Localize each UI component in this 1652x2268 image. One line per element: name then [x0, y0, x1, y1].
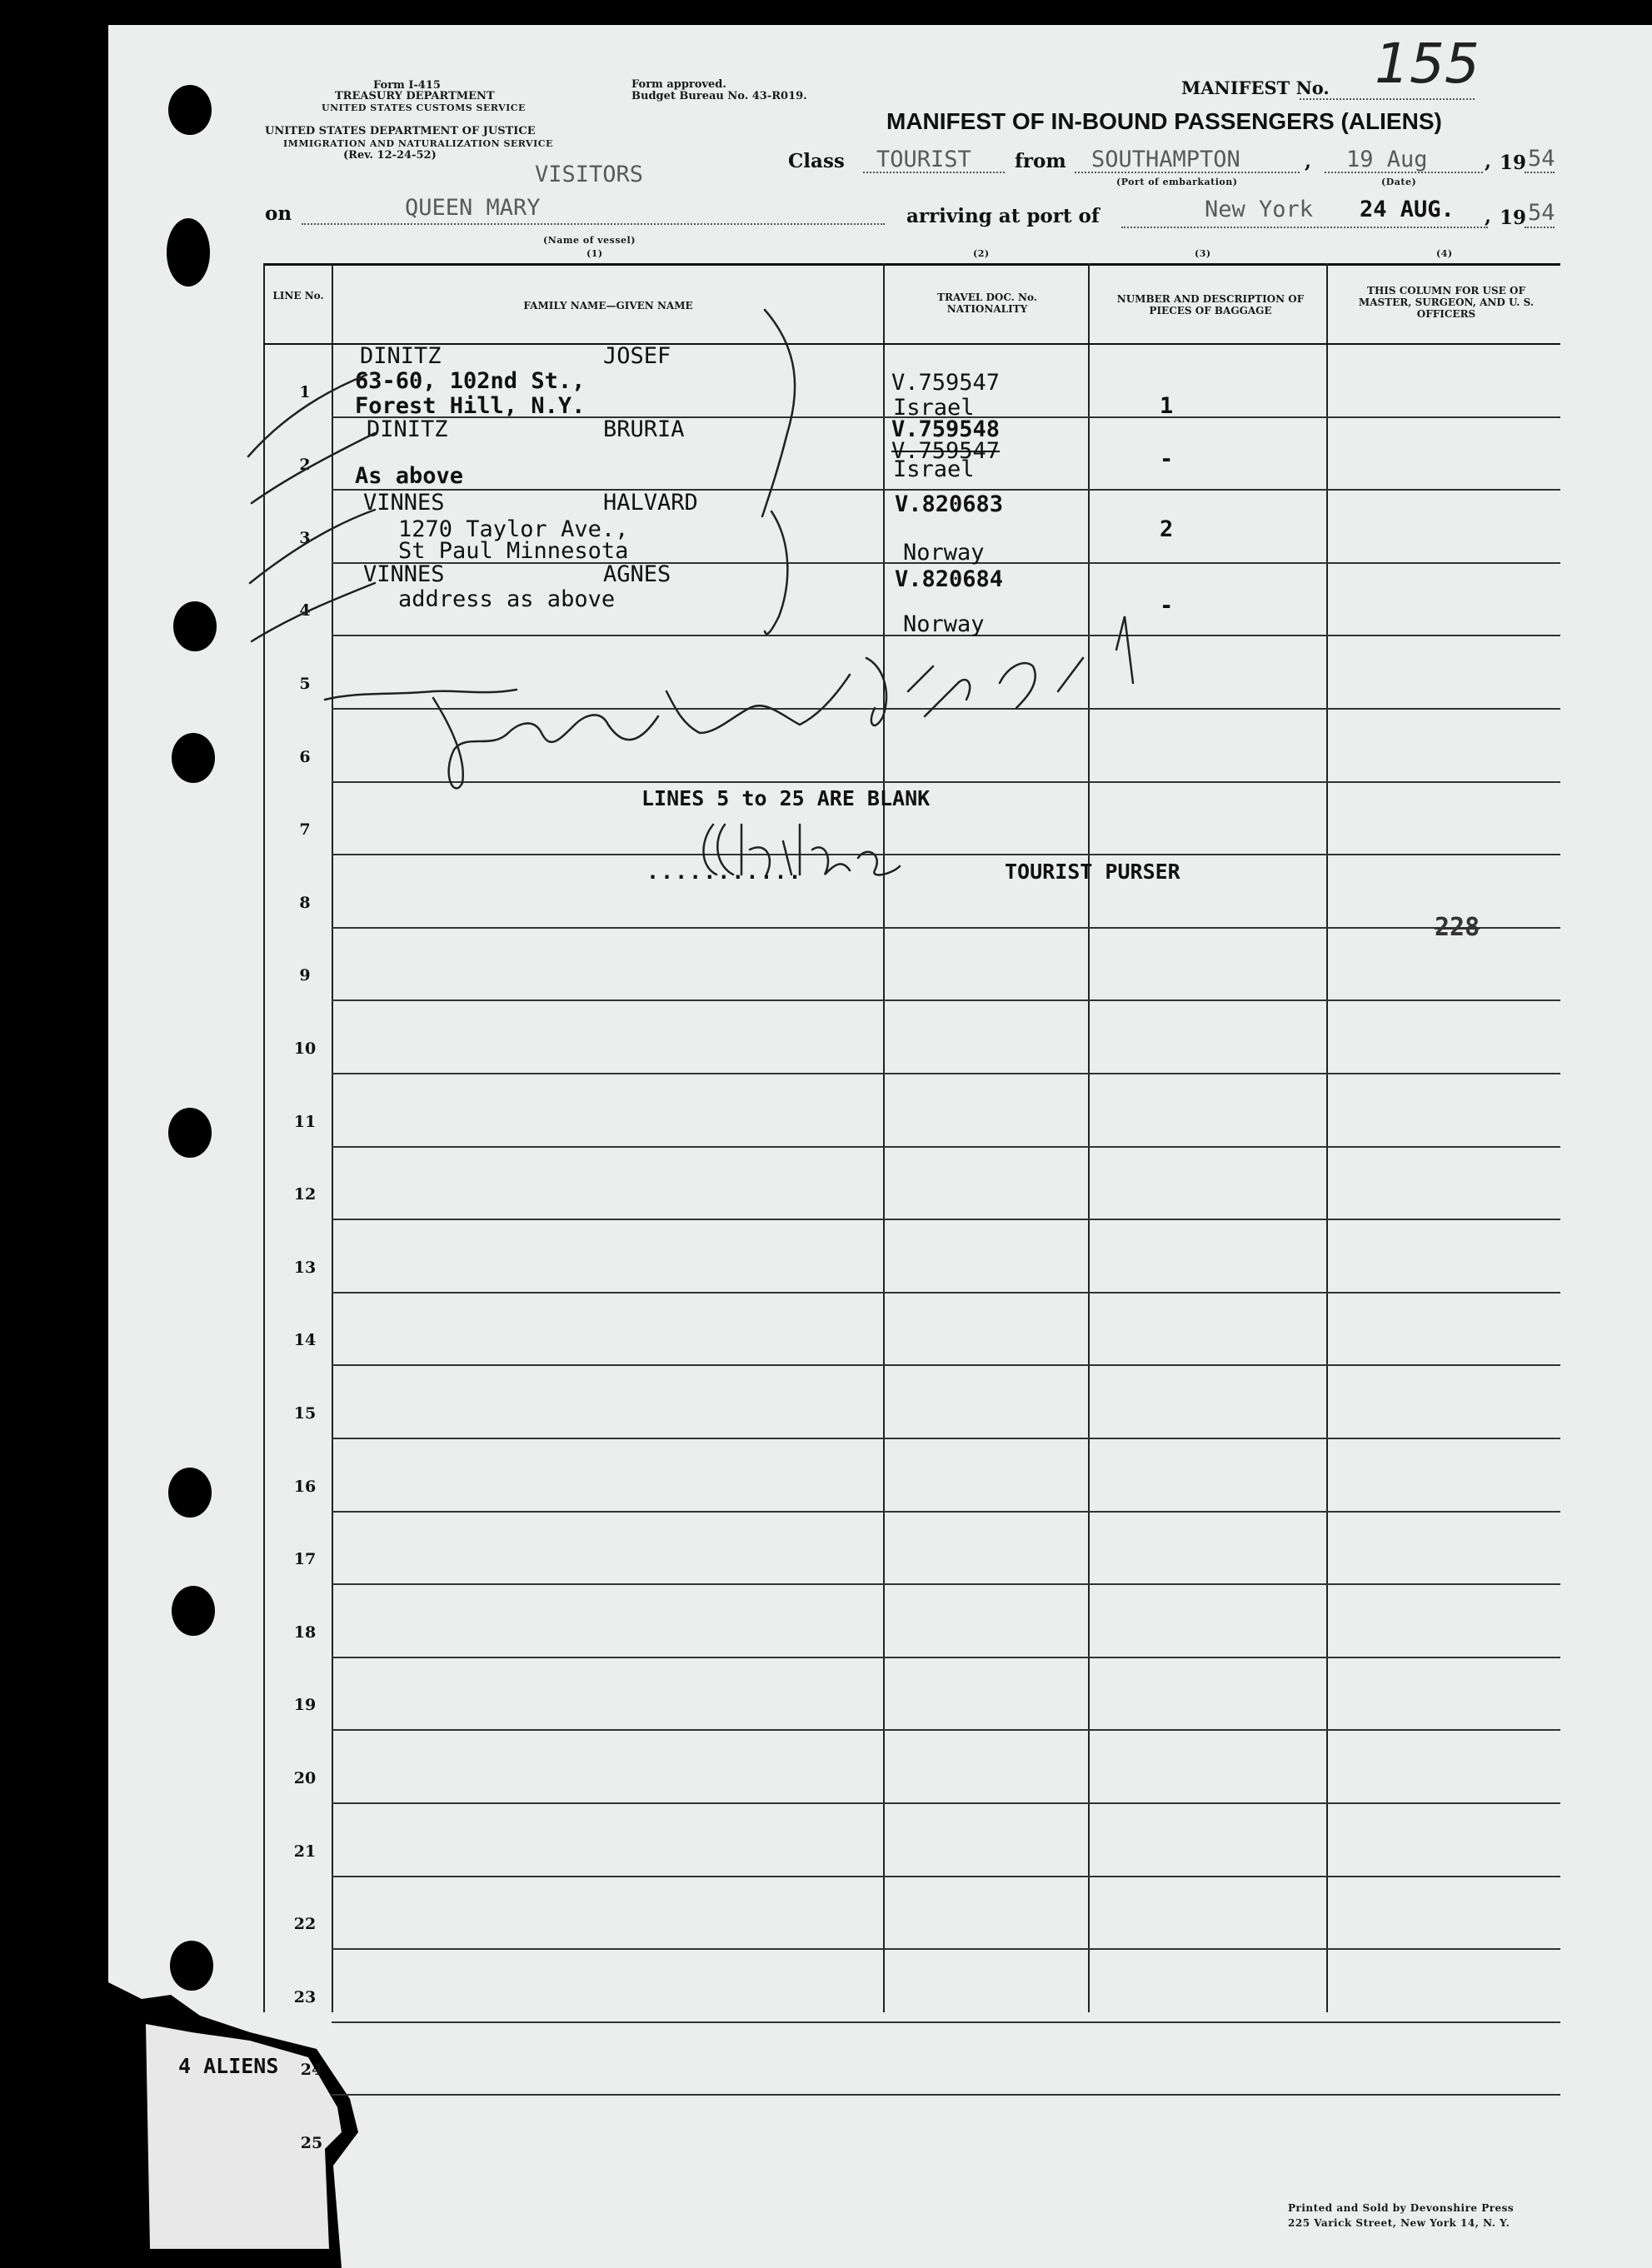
passenger-3-address: 1270 Taylor Ave.,	[398, 516, 629, 542]
line-number: 10	[293, 1039, 317, 1058]
row-line	[332, 489, 1560, 491]
class-label: Class	[788, 150, 845, 172]
ins-service: IMMIGRATION AND NATURALIZATION SERVICE	[283, 138, 553, 149]
arriving-label: arriving at port of	[906, 205, 1100, 227]
passenger-2-baggage: -	[1160, 446, 1174, 472]
line-number: 9	[299, 966, 311, 985]
row-line	[332, 1583, 1560, 1585]
vessel-label: (Name of vessel)	[543, 235, 636, 246]
row-line	[332, 999, 1560, 1001]
from-label: from	[1015, 150, 1066, 172]
line-number: 13	[293, 1258, 317, 1277]
row-line	[332, 781, 1560, 783]
passenger-3-address-2: St Paul Minnesota	[398, 538, 629, 564]
row-line	[332, 1364, 1560, 1366]
manifest-number: 155	[1375, 32, 1480, 96]
row-line	[332, 708, 1560, 710]
passenger-3-doc: V.820683	[895, 491, 1004, 517]
col1-number: (1)	[586, 248, 603, 259]
col3-number: (3)	[1195, 248, 1211, 259]
col-header-travel-doc: TRAVEL DOC. No. NATIONALITY	[937, 292, 1037, 315]
row-line	[332, 1438, 1560, 1439]
embarkation-label: (Port of embarkation)	[1116, 177, 1238, 187]
passenger-4-family: VINNES	[363, 561, 445, 587]
arrival-year-prefix: 19	[1500, 207, 1527, 229]
passenger-4-given: AGNES	[603, 561, 671, 587]
passenger-2-doc: V.759548	[891, 416, 1001, 442]
passenger-4-address: address as above	[398, 586, 616, 612]
visitors-stamp: VISITORS	[535, 162, 644, 187]
passenger-3-baggage: 2	[1160, 516, 1174, 542]
line-number: 6	[299, 747, 311, 766]
col-header-officers: THIS COLUMN FOR USE OF MASTER, SURGEON, AND U. S. OFFICERS	[1358, 285, 1535, 320]
row-line	[332, 1948, 1560, 1950]
passenger-1-doc: V.759547	[891, 370, 1001, 396]
printer-line-1: Printed and Sold by Devonshire Press	[1288, 2202, 1515, 2214]
line-number: 3	[299, 528, 311, 547]
treasury-dept: TREASURY DEPARTMENT	[335, 90, 495, 102]
row-line	[332, 1729, 1560, 1731]
col-header-name: FAMILY NAME—GIVEN NAME	[523, 300, 693, 312]
line-number: 25	[300, 2134, 323, 2152]
passenger-4-nationality: Norway	[903, 611, 985, 637]
line-number: 18	[293, 1622, 317, 1642]
passenger-2-nationality: Israel	[893, 456, 975, 482]
budget-bureau: Budget Bureau No. 43-R019.	[631, 90, 807, 102]
col-header-line-no: LINE No.	[272, 290, 324, 302]
purser-dots: ...........	[646, 860, 803, 884]
line-number: 5	[299, 675, 311, 693]
row-line	[332, 1292, 1560, 1294]
col-header-baggage: NUMBER AND DESCRIPTION OF PIECES OF BAGGAGE	[1116, 293, 1305, 317]
purser-title: TOURIST PURSER	[1005, 860, 1180, 884]
passenger-3-given: HALVARD	[603, 490, 698, 516]
row-line	[332, 2021, 1560, 2023]
line-number: 22	[293, 1915, 317, 1934]
line-number: 8	[299, 893, 311, 912]
passenger-2-family: DINITZ	[367, 416, 448, 442]
officer-mark: 228	[1435, 913, 1480, 942]
departure-date: 19 Aug	[1346, 147, 1428, 172]
from-value: SOUTHAMPTON	[1091, 147, 1240, 172]
line-number: 12	[293, 1185, 317, 1204]
year-suffix: 54	[1528, 146, 1555, 172]
col4-number: (4)	[1436, 248, 1453, 259]
row-line	[332, 1802, 1560, 1804]
line-number: 15	[293, 1404, 317, 1423]
passenger-2-given: BRURIA	[603, 416, 685, 442]
form-approved: Form approved.	[631, 78, 726, 91]
row-line	[332, 1876, 1560, 1877]
date-label: (Date)	[1381, 177, 1417, 187]
passenger-2-address: As above	[355, 463, 464, 489]
on-label: on	[265, 202, 292, 225]
row-line	[332, 927, 1560, 929]
line-number: 14	[293, 1331, 317, 1350]
passenger-2-doc-struck: V.759547	[891, 438, 1001, 464]
arrival-date: 24 AUG.	[1360, 197, 1455, 222]
line-number: 23	[293, 1987, 317, 2006]
line-number: 4	[299, 601, 311, 621]
customs-service: UNITED STATES CUSTOMS SERVICE	[322, 102, 526, 113]
form-number: Form I-415	[373, 79, 441, 92]
year-prefix: 19	[1500, 152, 1527, 174]
justice-dept: UNITED STATES DEPARTMENT OF JUSTICE	[265, 125, 536, 137]
passenger-1-address-2: Forest Hill, N.Y.	[355, 393, 586, 419]
line-number: 17	[293, 1550, 317, 1569]
row-line	[332, 1146, 1560, 1148]
row-line	[332, 854, 1560, 855]
line-number: 24	[300, 2061, 323, 2080]
row-line	[332, 1511, 1560, 1513]
manifest-title: MANIFEST OF IN-BOUND PASSENGERS (ALIENS)	[886, 108, 1442, 134]
revision-date: (Rev. 12-24-52)	[343, 149, 437, 162]
passenger-3-nationality: Norway	[903, 540, 985, 566]
row-line	[332, 1657, 1560, 1658]
class-value: TOURIST	[876, 147, 971, 172]
line-number: 7	[299, 820, 311, 840]
row-line	[332, 2094, 1560, 2096]
manifest-no-label: MANIFEST No.	[1181, 77, 1330, 98]
passenger-1-given: JOSEF	[603, 343, 671, 369]
line-number: 16	[293, 1477, 317, 1496]
col2-number: (2)	[973, 248, 990, 259]
passenger-1-family: DINITZ	[360, 343, 442, 369]
passenger-1-baggage: 1	[1160, 393, 1174, 419]
row-line	[332, 1073, 1560, 1074]
line-number: 1	[299, 382, 311, 401]
printer-line-2: 225 Varick Street, New York 14, N. Y.	[1288, 2217, 1510, 2229]
blank-lines-note: LINES 5 to 25 ARE BLANK	[641, 786, 931, 810]
passenger-1-nationality: Israel	[893, 395, 975, 421]
arrival-year-suffix: 54	[1528, 200, 1555, 226]
passenger-4-baggage: -	[1160, 593, 1174, 619]
passenger-3-family: VINNES	[363, 490, 445, 516]
passenger-4-doc: V.820684	[895, 566, 1004, 592]
aliens-count: 4 ALIENS	[178, 2054, 279, 2078]
arrival-port: New York	[1205, 197, 1314, 222]
line-number: 2	[299, 456, 311, 475]
passenger-1-address: 63-60, 102nd St.,	[355, 368, 586, 394]
row-line	[332, 1219, 1560, 1220]
line-number: 11	[293, 1112, 317, 1131]
line-number: 20	[293, 1769, 317, 1787]
vessel-name: QUEEN MARY	[405, 195, 541, 221]
line-number: 19	[293, 1696, 317, 1715]
line-number: 21	[293, 1842, 317, 1861]
